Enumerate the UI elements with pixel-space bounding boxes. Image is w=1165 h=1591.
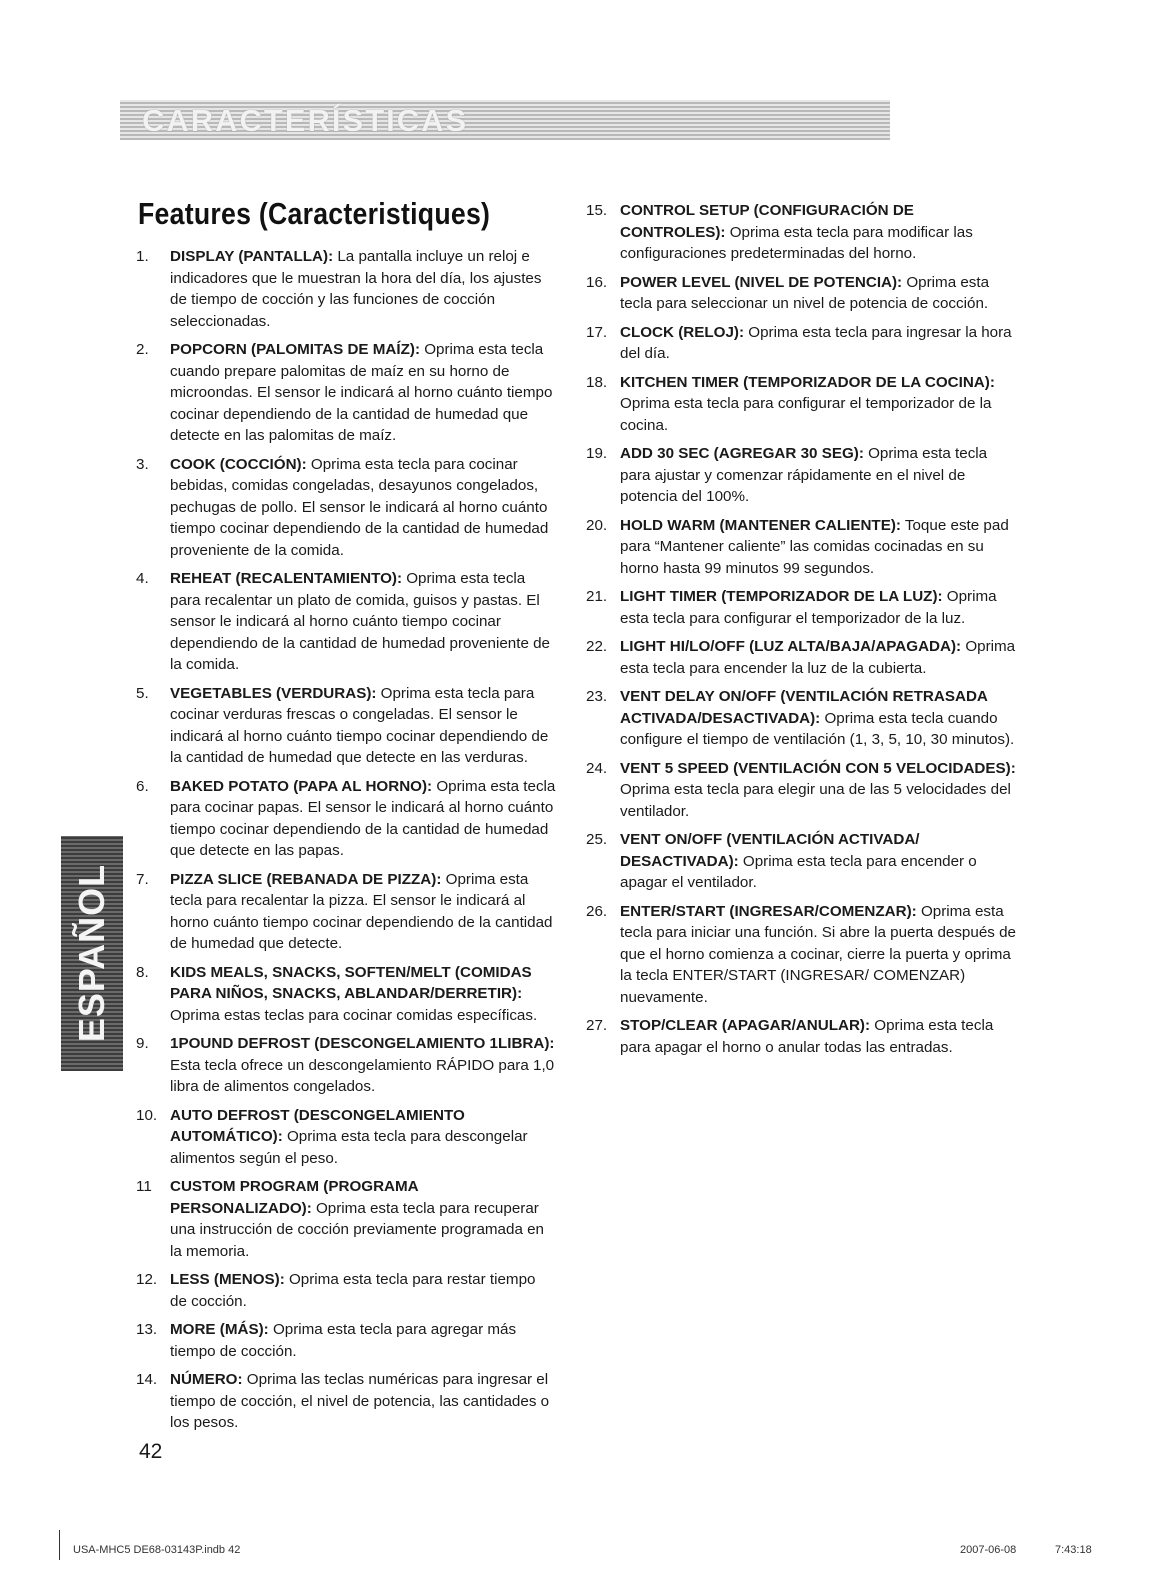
feature-number: 8. xyxy=(136,963,149,981)
feature-keyword: AUTO DEFROST (DESCONGELAMIENTO AUTOMÁTICO): xyxy=(170,1106,465,1145)
feature-number: 15. xyxy=(586,202,608,219)
feature-description: Oprima estas teclas para cocinar comidas específicas. xyxy=(170,1006,538,1024)
section-banner xyxy=(120,100,890,140)
feature-keyword: KIDS MEALS, SNACKS, SOFTEN/MELT (COMIDAS PARA NIÑOS, SNACKS, ABLANDAR/DERRETIR): xyxy=(170,963,532,1002)
feature-keyword: ENTER/START (INGRESAR/COMENZAR): xyxy=(620,902,917,920)
feature-number: 4. xyxy=(136,570,149,587)
feature-keyword: LESS (MENOS): xyxy=(170,1271,285,1288)
feature-item xyxy=(136,568,556,676)
feature-keyword: CLOCK (RELOJ): xyxy=(620,323,745,341)
feature-number: 1. xyxy=(136,248,149,265)
feature-keyword: POPCORN (PALOMITAS DE MAÍZ): xyxy=(170,341,421,358)
feature-keyword: VENT 5 SPEED (VENTILACIÓN CON 5 VELOCIDADES): xyxy=(620,759,1016,777)
feature-description: Oprima esta tecla para agregar más tiempo de cocción. xyxy=(170,1321,517,1360)
feature-keyword: DISPLAY (PANTALLA): xyxy=(170,248,334,265)
feature-keyword: KITCHEN TIMER (TEMPORIZADOR DE LA COCINA): xyxy=(620,373,995,391)
feature-description: Oprima esta tecla para recalentar la pizza. El sensor le indicará al horno cuánto tiempo cocinar dependiendo de la cantidad de humedad que detecte. xyxy=(170,870,553,952)
feature-description: Oprima esta tecla para ajustar y comenzar rápidamente en el nivel de potencia del 100%. xyxy=(620,445,988,505)
feature-description: Oprima esta tecla cuando prepare palomitas de maíz en su horno de microondas. El sensor le indicará al horno cuánto tiempo cocinar dependiendo de la cantidad de humedad que detecte en las palomitas de maíz. xyxy=(170,341,553,444)
feature-description: Oprima esta tecla para cocinar bebidas, comidas congeladas, desayunos congelados, pechugas de pollo. El sensor le indicará al horno cuánto tiempo cocinar dependiendo de la cantidad de humedad proveniente de la comida. xyxy=(170,455,549,559)
feature-keyword: MORE (MÁS): xyxy=(170,1321,269,1338)
feature-keyword: VENT DELAY ON/OFF (VENTILACIÓN RETRASADA ACTIVADA/DESACTIVADA): xyxy=(620,688,988,727)
feature-number: 11 xyxy=(136,1178,152,1195)
feature-keyword: VENT ON/OFF (VENTILACIÓN ACTIVADA/ DESACTIVADA): xyxy=(620,831,920,870)
feature-description: Oprima esta tecla para cocinar papas. El sensor le indicará al horno cuánto tiempo cocinar dependiendo de la cantidad de humedad que detecte en las papas. xyxy=(170,777,556,859)
feature-item xyxy=(586,1015,1016,1058)
feature-description: Oprima las teclas numéricas para ingresar el tiempo de cocción, el nivel de potencia, las cantidades o los pesos. xyxy=(170,1371,550,1431)
feature-description: Oprima esta tecla para recuperar una instrucción de cocción previamente programada en la memoria. xyxy=(170,1199,544,1260)
feature-item xyxy=(136,962,556,1027)
features-list-left xyxy=(136,246,556,1441)
feature-description: Oprima esta tecla para seleccionar un nivel de potencia de cocción. xyxy=(620,273,990,312)
feature-keyword: STOP/CLEAR (APAGAR/ANULAR): xyxy=(620,1017,871,1034)
feature-keyword: 1POUND DEFROST (DESCONGELAMIENTO 1LIBRA): xyxy=(170,1035,555,1052)
feature-item xyxy=(136,1269,556,1312)
feature-item xyxy=(586,200,1016,265)
feature-number: 22. xyxy=(586,638,608,655)
feature-keyword: LIGHT TIMER (TEMPORIZADOR DE LA LUZ): xyxy=(620,588,943,605)
feature-item xyxy=(136,1319,556,1362)
feature-number: 18. xyxy=(586,373,608,391)
feature-keyword: CUSTOM PROGRAM (PROGRAMA PERSONALIZADO): xyxy=(170,1178,419,1217)
feature-number: 9. xyxy=(136,1035,149,1052)
feature-item xyxy=(586,901,1016,1009)
feature-description: Oprima esta tecla para recalentar un plato de comida, guisos y pastas. El sensor le indicará al horno cuánto tiempo cocinar dependiendo de la cantidad de humedad proveniente de la comida. xyxy=(170,570,550,673)
feature-item xyxy=(586,372,1016,437)
feature-number: 16. xyxy=(586,273,608,291)
feature-description: Oprima esta tecla para elegir una de las 5 velocidades del ventilador. xyxy=(620,781,1011,820)
feature-keyword: LIGHT HI/LO/OFF (LUZ ALTA/BAJA/APAGADA): xyxy=(620,638,962,655)
feature-number: 17. xyxy=(586,323,608,341)
feature-number: 7. xyxy=(136,870,149,888)
feature-description: Oprima esta tecla para cocinar verduras frescas o congeladas. El sensor le indicará al horno cuánto tiempo cocinar dependiendo de la cantidad de humedad que detecte en las verduras. xyxy=(170,684,549,766)
feature-item xyxy=(136,1033,556,1098)
feature-item xyxy=(136,1369,556,1434)
feature-number: 19. xyxy=(586,445,608,462)
feature-keyword: CONTROL SETUP (CONFIGURACIÓN DE CONTROLES): xyxy=(620,202,914,241)
feature-item xyxy=(586,758,1016,823)
feature-item xyxy=(586,636,1016,679)
feature-item xyxy=(586,829,1016,894)
feature-description: La pantalla incluye un reloj e indicadores que le muestran la hora del día, los ajustes de tiempo de cocción y las funciones de cocción seleccionadas. xyxy=(170,248,542,330)
feature-keyword: VEGETABLES (VERDURAS): xyxy=(170,684,377,702)
feature-keyword: HOLD WARM (MANTENER CALIENTE): xyxy=(620,516,901,534)
footer-file-name: USA-MHC5 DE68-03143P.indb 42 xyxy=(73,1544,241,1556)
feature-item xyxy=(136,454,556,562)
page-number: 42 xyxy=(139,1440,163,1463)
banner-title: CARACTERÍSTICAS xyxy=(142,103,469,138)
feature-number: 10. xyxy=(136,1106,158,1124)
feature-number: 2. xyxy=(136,341,149,358)
feature-description: Oprima esta tecla para iniciar una función. Si abre la puerta después de que el horno comienza a cocinar, cierre la puerta y oprima la tecla ENTER/START (INGRESAR/ COMENZAR) nuevamente. xyxy=(620,902,1016,1006)
feature-item xyxy=(136,339,556,447)
feature-description: Oprima esta tecla para encender o apagar el ventilador. xyxy=(620,852,977,891)
feature-item xyxy=(586,686,1016,751)
feature-number: 5. xyxy=(136,684,149,702)
feature-item xyxy=(136,1105,556,1170)
feature-item xyxy=(586,322,1016,365)
feature-keyword: ADD 30 SEC (AGREGAR 30 SEG): xyxy=(620,445,864,462)
feature-description: Oprima esta tecla para ingresar la hora del día. xyxy=(620,323,1012,362)
feature-description: Oprima esta tecla para descongelar alimentos según el peso. xyxy=(170,1128,528,1167)
feature-description: Oprima esta tecla para restar tiempo de cocción. xyxy=(170,1271,536,1310)
feature-item xyxy=(586,515,1016,580)
language-tab xyxy=(61,836,123,1071)
feature-keyword: BAKED POTATO (PAPA AL HORNO): xyxy=(170,777,433,795)
footer-date: 2007-06-08 xyxy=(960,1544,1017,1556)
feature-description: Oprima esta tecla para encender la luz de la cubierta. xyxy=(620,638,1016,677)
feature-number: 12. xyxy=(136,1271,158,1288)
feature-item xyxy=(136,683,556,769)
feature-description: Toque este pad para “Mantener caliente” las comidas cocinadas en su horno hasta 99 minutos 99 segundos. xyxy=(620,516,1009,577)
feature-keyword: REHEAT (RECALENTAMIENTO): xyxy=(170,570,403,587)
feature-item xyxy=(136,869,556,955)
feature-number: 13. xyxy=(136,1321,158,1338)
page-heading: Features (Caracteristiques) xyxy=(138,196,491,231)
feature-number: 27. xyxy=(586,1017,608,1034)
feature-item xyxy=(136,246,556,332)
feature-keyword: PIZZA SLICE (REBANADA DE PIZZA): xyxy=(170,870,442,888)
footer-crop-mark xyxy=(59,1530,60,1560)
language-tab-label: ESPAÑOL xyxy=(71,863,112,1043)
feature-keyword: COOK (COCCIÓN): xyxy=(170,455,307,473)
feature-item xyxy=(136,776,556,862)
feature-number: 23. xyxy=(586,688,608,705)
feature-item xyxy=(136,1176,556,1262)
feature-item xyxy=(586,443,1016,508)
feature-description: Oprima esta tecla para configurar el temporizador de la cocina. xyxy=(620,395,992,434)
feature-number: 24. xyxy=(586,759,608,777)
feature-number: 21. xyxy=(586,588,608,605)
feature-number: 25. xyxy=(586,831,608,848)
feature-item xyxy=(586,272,1016,315)
feature-description: Oprima esta tecla para modificar las configuraciones predeterminadas del horno. xyxy=(620,223,973,262)
feature-number: 26. xyxy=(586,902,608,920)
feature-description: Esta tecla ofrece un descongelamiento RÁPIDO para 1,0 libra de alimentos congelados. xyxy=(170,1056,555,1095)
feature-number: 20. xyxy=(586,516,608,534)
feature-keyword: POWER LEVEL (NIVEL DE POTENCIA): xyxy=(620,273,903,291)
feature-keyword: NÚMERO: xyxy=(170,1371,243,1388)
feature-description: Oprima esta tecla cuando configure el tiempo de ventilación (1, 3, 5, 10, 30 minutos). xyxy=(620,709,1015,748)
feature-number: 3. xyxy=(136,455,149,473)
feature-number: 6. xyxy=(136,777,149,795)
feature-description: Oprima esta tecla para apagar el horno o anular todas las entradas. xyxy=(620,1017,994,1056)
feature-description: Oprima esta tecla para configurar el temporizador de la luz. xyxy=(620,588,997,627)
features-list-right xyxy=(586,200,1016,1065)
footer-time: 7:43:18 xyxy=(1055,1544,1092,1556)
feature-item xyxy=(586,586,1016,629)
feature-number: 14. xyxy=(136,1371,158,1388)
